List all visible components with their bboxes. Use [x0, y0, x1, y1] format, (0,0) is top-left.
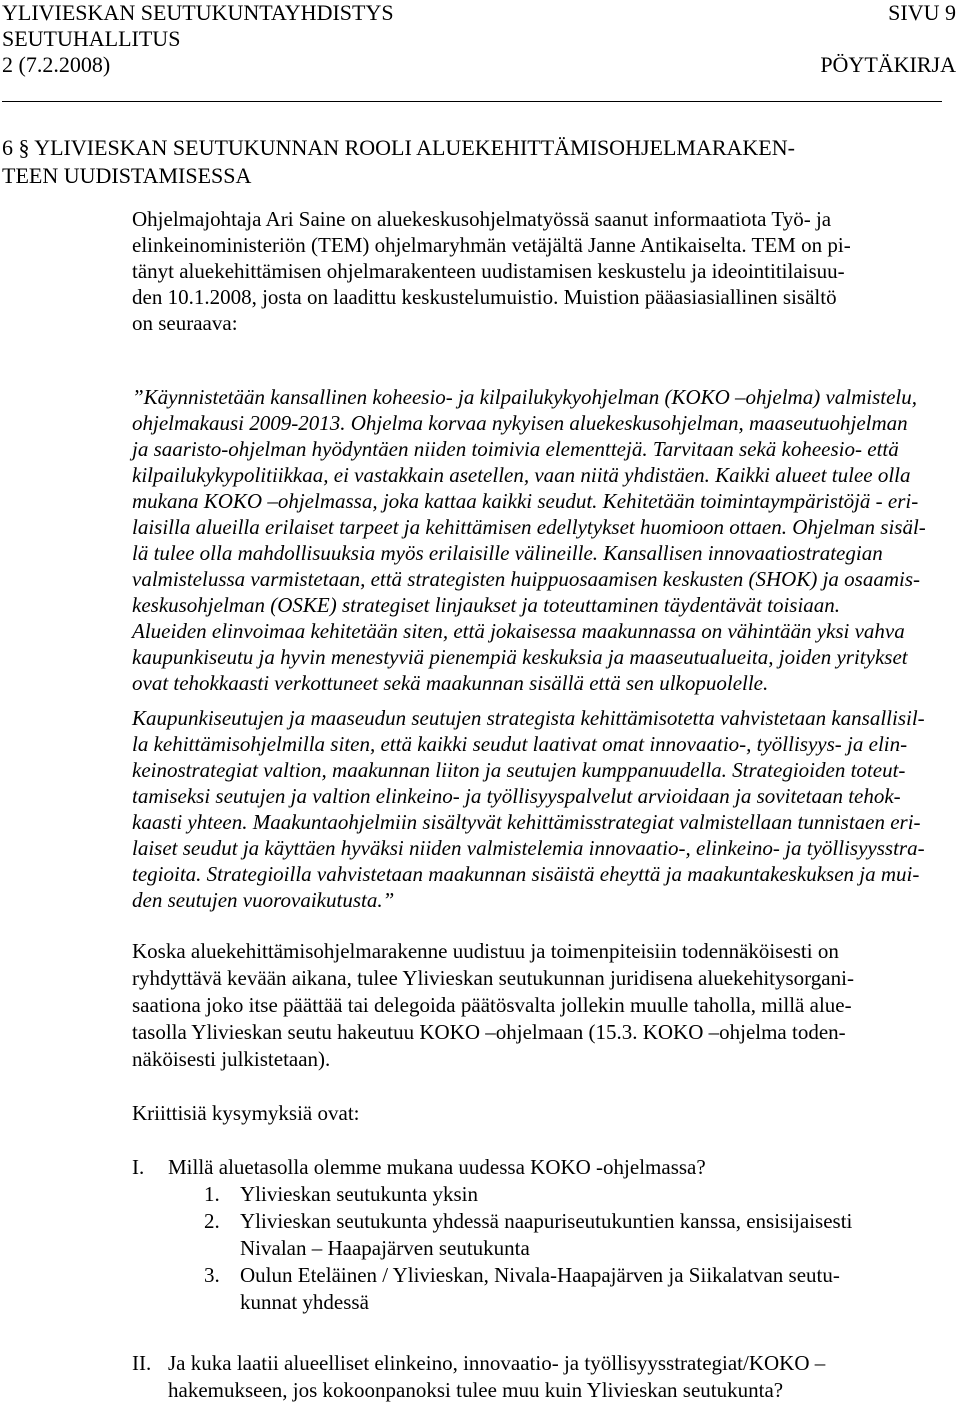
option-text: Ylivieskan seutukunta yhdessä naapuriseutukuntien kanssa, ensisijaisesti — [240, 1209, 853, 1233]
option-text-continued: kunnat yhdessä — [240, 1290, 369, 1314]
paragraph-line: Ohjelmajohtaja Ari Saine on aluekeskusohjelmatyössä saanut informaatiota Työ- ja — [132, 207, 832, 231]
quote-line: lä tulee olla mahdollisuuksia myös erilaisille välineille. Kansallisen innovaatiostrategian — [132, 541, 883, 565]
paragraph-line: tasolla Ylivieskan seutu hakeutuu KOKO –ohjelmaan (15.3. KOKO –ohjelma toden- — [132, 1020, 846, 1044]
paragraph-line: elinkeinoministeriön (TEM) ohjelmaryhmän vetäjältä Janne Antikaiselta. TEM on pi- — [132, 233, 851, 257]
question-text: Ja kuka laatii alueelliset elinkeino, innovaatio- ja työllisyysstrategiat/KOKO – — [168, 1351, 826, 1375]
question-1 — [132, 1154, 952, 1324]
quote-line: laisilla alueilla erilaiset tarpeet ja kehittämisen edellytykset huomioon ottaen. Ohjelman sisäl- — [132, 515, 926, 539]
paragraph-line: Koska aluekehittämisohjelmarakenne uudistuu ja toimenpiteisiin todennäköisesti on — [132, 939, 839, 963]
header-divider — [2, 101, 942, 102]
question-number: II. — [132, 1351, 152, 1375]
question-text: Millä aluetasolla olemme mukana uudessa KOKO -ohjelmassa? — [168, 1155, 706, 1179]
option-text-continued: Nivalan – Haapajärven seutukunta — [240, 1236, 530, 1260]
paragraph-line: saationa joko itse päättää tai delegoida päätösvalta jollekin muulle taholla, millä alue- — [132, 993, 852, 1017]
page-number: SIVU 9 — [888, 0, 956, 25]
section-title-line-1: YLIVIESKAN SEUTUKUNNAN ROOLI ALUEKEHITTÄMISOHJELMARAKEN- — [34, 135, 795, 160]
section-number: 6 § — [2, 135, 30, 160]
paragraph-line: tänyt aluekehittämisen ohjelmarakenteen uudistamisen keskustelu ja ideointitilaisuu- — [132, 259, 845, 283]
quote-line: Alueiden elinvoimaa kehitetään siten, että jokaisessa maakunnassa on vähintään yksi vahva — [132, 619, 905, 643]
quote-line: laiset seudut ja käyttäen hyväksi niiden valmistelemia innovaatio-, elinkeino- ja työllisyysstra- — [132, 836, 925, 860]
quote-line: kilpailukykypolitiikkaa, ei vastakkain asetellen, vaan niitä yhdistäen. Kaikki alueet tulee olla — [132, 463, 911, 487]
paragraph-line: näköisesti julkistetaan). — [132, 1047, 331, 1071]
option-text: Ylivieskan seutukunta yksin — [240, 1182, 478, 1206]
meeting-date: 2 (7.2.2008) — [2, 52, 111, 77]
header-row-1 — [2, 0, 958, 26]
intro-paragraph — [132, 206, 952, 336]
quote-line: keinostrategiat valtion, maakunnan liiton ja seutujen kumppanuudella. Strategioiden toteut- — [132, 758, 906, 782]
memo-quote-part-1 — [132, 384, 952, 696]
header-row-3 — [2, 52, 958, 78]
question-text-continued: hakemukseen, jos kokoonpanoksi tulee muu kuin Ylivieskan seutukunta? — [168, 1378, 784, 1402]
organization-name: YLIVIESKAN SEUTUKUNTAYHDISTYS — [2, 0, 394, 25]
memo-quote-part-2 — [132, 705, 952, 913]
quote-line: mukana KOKO –ohjelmassa, joka kattaa kaikki seudut. Kehitetään toimintaympäristöjä - eri- — [132, 489, 919, 513]
section-title-line-2: TEEN UUDISTAMISESSA — [2, 163, 252, 188]
quote-line: valmistelussa varmistetaan, että strategisten huippuosaamisen keskusten (SHOK) ja osaamis- — [132, 567, 921, 591]
section-heading — [2, 134, 932, 190]
quote-line: tamiseksi seutujen ja valtion elinkeino- ja työllisyyspalvelut arvioidaan ja sovitetaan tehok- — [132, 784, 901, 808]
option-number: 3. — [204, 1263, 220, 1287]
document-type: PÖYTÄKIRJA — [820, 52, 956, 77]
question-2 — [132, 1350, 952, 1406]
paragraph-line: on seuraava: — [132, 311, 238, 335]
option-number: 1. — [204, 1182, 220, 1206]
quote-line: ”Käynnistetään kansallinen koheesio- ja kilpailukykyohjelman (KOKO –ohjelma) valmistelu, — [132, 385, 918, 409]
quote-line: ohjelmakausi 2009-2013. Ohjelma korvaa nykyisen aluekeskusohjelman, maaseutuohjelman — [132, 411, 908, 435]
questions-intro — [132, 1100, 952, 1126]
paragraph-line: den 10.1.2008, josta on laadittu keskustelumuistio. Muistion pääasiasiallinen sisältö — [132, 285, 837, 309]
proposal-paragraph — [132, 938, 952, 1073]
paragraph-line: ryhdyttävä kevään aikana, tulee Ylivieskan seutukunnan juridisena aluekehitysorgani- — [132, 966, 854, 990]
header-row-2 — [2, 26, 958, 52]
quote-line: la kehittämisohjelmilla siten, että kaikki seudut laativat omat innovaatio-, työllisyys- ja elin- — [132, 732, 908, 756]
quote-line: tegioita. Strategioilla vahvistetaan maakunnan sisäistä eheyttä ja maakuntakeskuksen ja mui- — [132, 862, 920, 886]
quote-line: kaupunkiseutu ja hyvin menestyviä pienempiä keskuksia ja maaseutualueita, joiden yritykset — [132, 645, 908, 669]
quote-line: ovat tehokkaasti verkottuneet sekä maakunnan sisällä että sen ulkopuolelle. — [132, 671, 769, 695]
quote-line: Kaupunkiseutujen ja maaseudun seutujen strategista kehittämisotetta vahvistetaan kansallisil- — [132, 706, 925, 730]
questions-intro-text: Kriittisiä kysymyksiä ovat: — [132, 1101, 360, 1125]
quote-line: ja saaristo-ohjelman hyödyntäen niiden toimivia elementtejä. Tarvitaan sekä koheesio- että — [132, 437, 899, 461]
question-number: I. — [132, 1155, 145, 1179]
option-number: 2. — [204, 1209, 220, 1233]
option-text: Oulun Eteläinen / Ylivieskan, Nivala-Haapajärven ja Siikalatvan seutu- — [240, 1263, 840, 1287]
quote-line: kaasti yhteen. Maakuntaohjelmiin sisältyvät kehittämisstrategiat valmistellaan tunnistaen eri- — [132, 810, 921, 834]
quote-line: keskusohjelman (OSKE) strategiset linjaukset ja toteuttaminen täydentävät toisiaan. — [132, 593, 841, 617]
quote-line: den seutujen vuorovaikutusta.” — [132, 888, 395, 912]
body-name: SEUTUHALLITUS — [2, 26, 181, 51]
